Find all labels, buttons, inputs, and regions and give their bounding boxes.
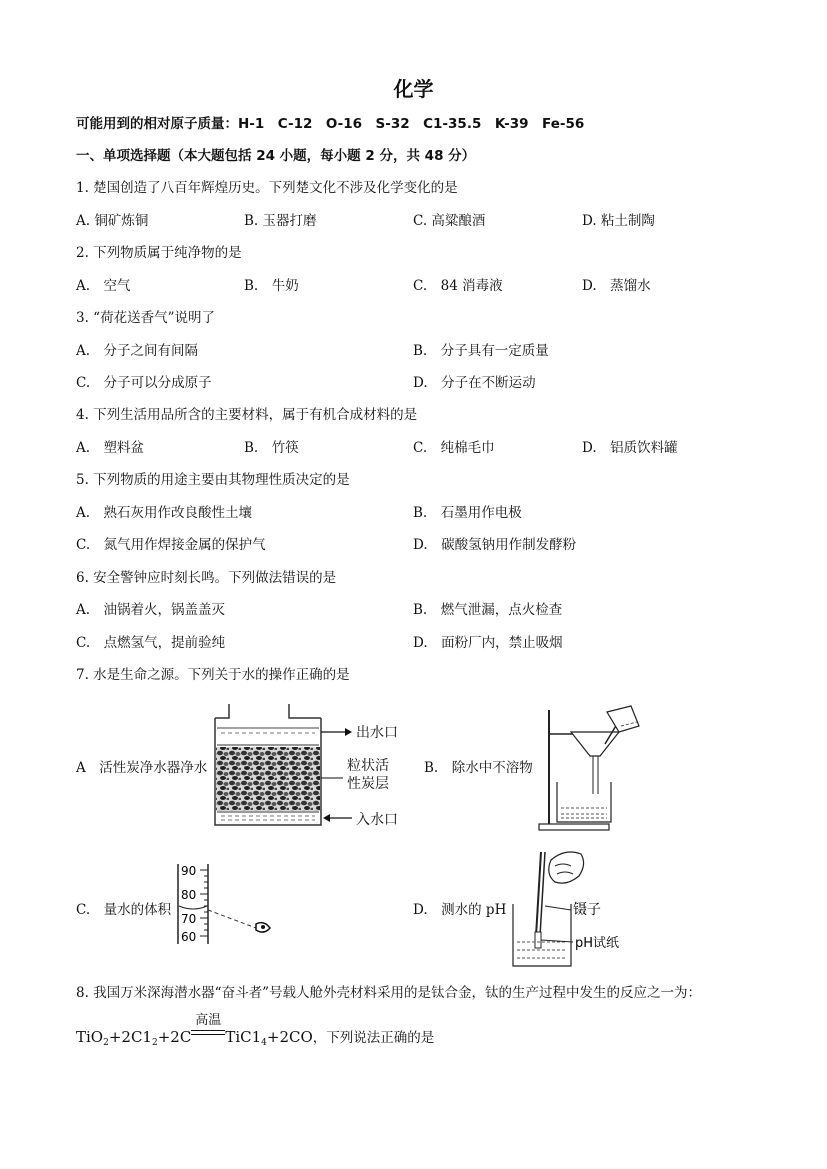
option-a: A 活性炭净水器净水 [76,760,208,776]
filtration-figure [535,704,650,834]
option-d: D. 测水的 pH [413,902,507,918]
cylinder-tick-60: 60 [181,930,197,944]
cylinder-tick-90: 90 [181,864,197,878]
option-d: D. 面粉厂内，禁止吸烟 [413,635,563,651]
option-a: A. 空气 [76,278,131,294]
eq-lhs-2: +2C1 [108,1028,152,1046]
question-stem: 7. 水是生命之源。下列关于水的操作正确的是 [76,667,350,683]
option-b: B. 牛奶 [244,278,299,294]
page-title: 化学 [393,77,434,101]
option-c: C. 量水的体积 [76,902,172,918]
option-c: C. 高粱酿酒 [413,213,486,229]
eq-rhs-2: +2CO [266,1028,313,1046]
option-c: C. 84 消毒液 [413,278,503,294]
cylinder-tick-80: 80 [181,888,197,902]
option-d: D. 碳酸氢钠用作制发酵粉 [413,537,577,553]
option-c: C. 纯棉毛巾 [413,440,495,456]
option-b: B. 分子具有一定质量 [413,343,549,359]
eq-sub-3: 4 [261,1038,267,1048]
eq-lhs-3: +2C [157,1028,192,1046]
option-b: B. 玉器打磨 [244,213,317,229]
carbon-label-line1: 粒状活 [347,758,389,774]
eq-tail: ，下列说法正确的是 [312,1030,435,1046]
option-b: B. 除水中不溶物 [424,760,533,776]
cylinder-figure [170,860,280,948]
option-c: C. 点燃氢气，提前验纯 [76,635,226,651]
option-a: A. 油锅着火，锅盖盖灭 [76,602,226,618]
carbon-purifier-figure [205,700,430,835]
option-d: D. 分子在不断运动 [413,375,536,391]
cylinder-tick-70: 70 [181,912,197,926]
option-d: D. 铝质饮料罐 [582,440,678,456]
ph-paper-label: pH试纸 [575,936,620,951]
question-stem: 6. 安全警钟应时刻长鸣。下列做法错误的是 [76,570,337,586]
eq-rhs-1: TiC1 [225,1028,262,1046]
eq-lhs-1: TiO [76,1028,104,1046]
atomic-masses: 可能用到的相对原子质量：H-1 C-12 O-16 S-32 C1-35.5 K-39 Fe-56 [76,116,585,132]
question-stem: 1. 楚国创造了八百年辉煌历史。下列楚文化不涉及化学变化的是 [76,180,458,196]
question-stem: 2. 下列物质属于纯净物的是 [76,245,242,261]
option-b: B. 石墨用作电极 [413,505,522,521]
eq-sub-2: 2 [151,1038,158,1048]
option-a: A. 塑料盆 [76,440,145,456]
question-stem: 4. 下列生活用品所含的主要材料，属于有机合成材料的是 [76,407,418,423]
question-stem: 8. 我国万米深海潜水器“奋斗者”号载人舱外壳材料采用的是钛合金，钛的生产过程中发生的反应之一为： [76,985,701,1001]
option-d: D. 蒸馏水 [582,278,651,294]
question-stem: 5. 下列物质的用途主要由其物理性质决定的是 [76,472,350,488]
question-stem: 3. “荷花送香气”说明了 [76,310,215,326]
section-heading: 一、单项选择题（本大题包括 24 小题，每小题 2 分，共 48 分） [76,148,476,164]
eye-icon [256,923,270,932]
ph-test-figure [505,846,640,971]
inlet-label: 入水口 [356,812,398,828]
option-a: A. 铜矿炼铜 [76,213,149,229]
option-a: A. 分子之间有间隔 [76,343,199,359]
reaction-equation [76,1013,435,1054]
tweezers-label: 镊子 [573,902,601,918]
option-a: A. 熟石灰用作改良酸性土壤 [76,505,253,521]
eq-condition: 高温 [195,1013,222,1028]
option-b: B. 竹筷 [244,440,299,456]
carbon-label-line2: 性炭层 [347,776,389,792]
option-d: D. 粘土制陶 [582,213,655,229]
option-b: B. 燃气泄漏，点火检查 [413,602,563,618]
outlet-label: 出水口 [356,725,398,741]
eq-arrow [191,1013,225,1040]
option-c: C. 分子可以分成原子 [76,375,212,391]
option-c: C. 氮气用作焊接金属的保护气 [76,537,266,553]
eq-sub-1: 2 [103,1038,109,1048]
hand-icon [549,852,584,883]
